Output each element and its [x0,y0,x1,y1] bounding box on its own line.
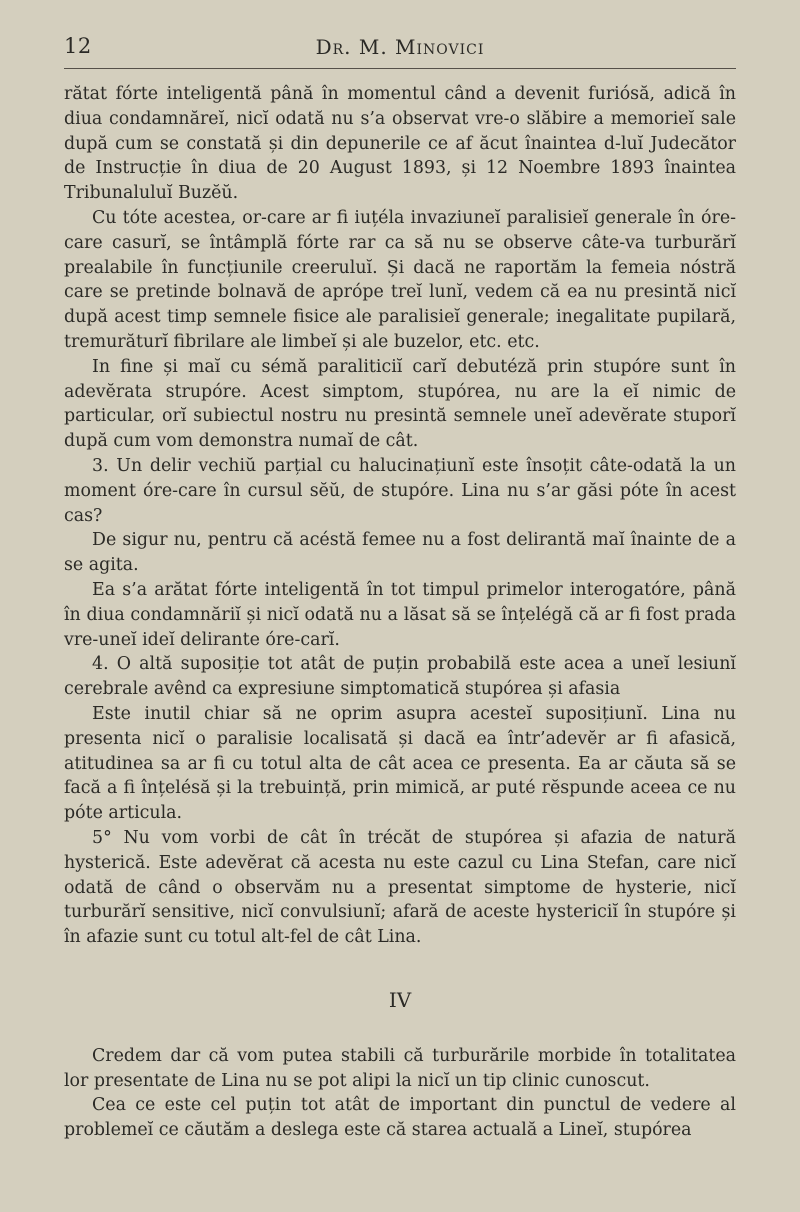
paragraph: In fine și maĭ cu sémă paraliticiĭ carĭ debutéză prin stupóre sunt în adevĕrata strupóre. Acest simptom, stupórea, nu are la eĭ nimic de particular, orĭ subiectul nostru nu presintă semnele uneĭ adevĕrate stuporĭ după cum vom demonstra numaĭ de cât. [64,356,736,452]
paragraph: rătat fórte inteligentă până în momentul când a devenit furiósă, adică în diua condamnăreĭ, nicĭ odată nu s’a observat vre-o slăbire a memorieĭ sale după cum se constată și din depunerile ce af ăcut înaintea d-luĭ Judecător de Instrucție în diua de 20 August 1893, și 12 Noembre 1893 înaintea Tribunaluluĭ Buzĕŭ. [64,84,736,204]
text-after-section [64,1044,736,1143]
paragraph: Credem dar că vom putea stabili că turburările morbide în totalitatea lor presentate de Lina nu se pot alipi la nicĭ un tip clinic cunoscut. [64,1045,736,1091]
paragraph: Este inutil chiar să ne oprim asupra acesteĭ suposițiunĭ. Lina nu presenta nicĭ o paralisie localisată și dacă ea într’adevĕr ar fi afasică, atitudinea sa ar fi cu totul alta de cât acea ce presenta. Ea ar căuta să se facă a fi înțelésă și la trebuință, prin mimică, ar puté rĕspunde aceea ce nu póte articula. [64,703,736,824]
page-number: 12 [64,34,92,58]
paragraph: Cu tóte acestea, or-care ar fi iuțéla invazіuneĭ paralisieĭ generale în óre-care casurĭ, se întâmplă fórte rar ca să nu se observe câte-va turburărĭ prealabile în funcțiunile creeruluĭ. Și dacă ne raportăm la femeia nóstră care se pretinde bolnavă de aprópe treĭ lunĭ, vedem că ea nu presintă nicĭ după acest timp semnele fisice ale paralisieĭ generale; inegalitate pupilară, tremurăturĭ fibrilare ale limbeĭ și ale buzelor, etc. etc. [64,207,736,352]
page-header [64,34,736,69]
page-body [64,82,736,1143]
paragraph: Cea ce este cel puțin tot atât de important din punctul de vedere al problemeĭ ce căutăm a deslega este că starea actuală a Lineĭ, stupórea [64,1095,736,1141]
paragraph: De sigur nu, pentru că acéstă femee nu a fost delirantă maĭ înainte de a se agita. [64,530,736,576]
running-title: Dr. M. Minovici [315,35,485,59]
section-heading: IV [388,987,412,1012]
paragraph: Ea s’a arătat fórte inteligentă în tot timpul primelor interogatóre, până în diua condamnăriĭ și nicĭ odată nu a lăsat să se înțelégă că ar fi fost prada vre-uneĭ ideĭ delirante óre-carĭ. [64,579,736,650]
text-before-section [64,82,736,950]
paragraph: 5° Nu vom vorbi de cât în trécăt de stupórea și afazia de natură hysterică. Este adevĕrat că acesta nu este cazul cu Lina Stefan, care nicĭ odată de când o observăm nu a presentat simptome de hysterie, nicĭ turburărĭ sensitive, nicĭ convulsiunĭ; afară de aceste hystericiĭ în stupóre și în afazie sunt cu totul alt-fel de cât Lina. [64,827,736,948]
paragraph: 4. O altă suposiție tot atât de puțin probabilă este acea a uneĭ lesiunĭ cerebrale avênd ca expresiune simptomatică stupórea și afasia [64,654,736,700]
paragraph: 3. Un delir vechiŭ parțial cu halucinațiunĭ este însoțit câte-odată la un moment óre-care în cursul sĕŭ, de stupóre. Lina nu s’ar găsi póte în acest cas? [64,455,736,526]
